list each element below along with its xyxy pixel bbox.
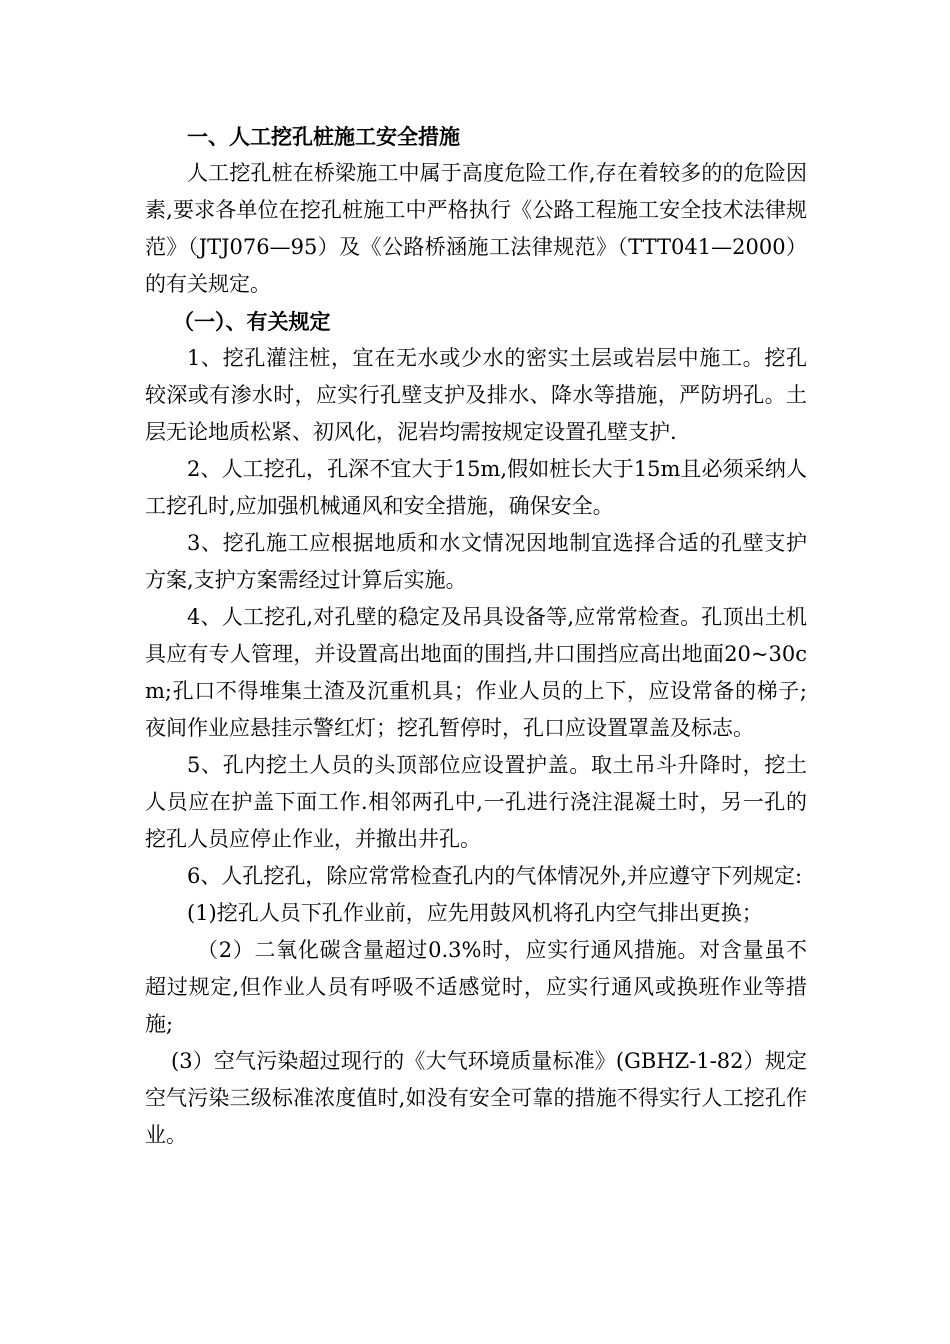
rule-item-4: 4、人工挖孔,对孔壁的稳定及吊具设备等,应常常检查。孔顶出土机具应有专人管理，并设置高出地面的围挡,井口围挡应高出地面20~30cm;孔口不得堆集土渣及沉重机具；作业人员的上下，应设常备的梯子;夜间作业应悬挂示警红灯；挖孔暂停时，孔口应设置罩盖及标志。: [145, 605, 807, 740]
rule-item-1: 1、挖孔灌注桩，宜在无水或少水的密实土层或岩层中施工。挖孔较深或有渗水时，应实行孔壁支护及排水、降水等措施，严防坍孔。土层无论地质松紧、初风化，泥岩均需按规定设置孔壁支护.: [145, 346, 807, 444]
sub-item-1: (1)挖孔人员下孔作业前，应先用鼓风机将孔内空气排出更换；: [187, 901, 763, 925]
intro-paragraph: 人工挖孔桩在桥梁施工中属于高度危险工作,存在着较多的的危险因素,要求各单位在挖孔桩施工中严格执行《公路工程施工安全技术法律规范》（JTJ076—95）及《公路桥涵施工法律规范》（TTT041—2000）的有关规定。: [145, 161, 807, 296]
subsection-heading: （一）、有关规定: [173, 309, 331, 334]
document-body: [145, 118, 807, 1154]
section-heading: 一、人工挖孔桩施工安全措施: [187, 124, 460, 149]
rule-item-3: 3、挖孔施工应根据地质和水文情况因地制宜选择合适的孔壁支护方案,支护方案需经过计算后实施。: [145, 531, 807, 592]
sub-item-2: （2）二氧化碳含量超过0.3%时，应实行通风措施。对含量虽不超过规定,但作业人员有呼吸不适感觉时，应实行通风或换班作业等措施;: [145, 938, 807, 1036]
rule-item-5: 5、孔内挖土人员的头顶部位应设置护盖。取土吊斗升降时，挖土人员应在护盖下面工作.相邻两孔中,一孔进行浇注混凝土时，另一孔的挖孔人员应停止作业，并撤出井孔。: [145, 753, 807, 851]
rule-item-2: 2、人工挖孔，孔深不宜大于15m,假如桩长大于15m且必须采纳人工挖孔时,应加强机械通风和安全措施，确保安全。: [145, 457, 807, 518]
rule-item-6: 6、人孔挖孔，除应常常检查孔内的气体情况外,并应遵守下列规定:: [187, 864, 803, 888]
sub-item-3: (3）空气污染超过现行的《大气环境质量标准》(GBHZ-1-82）规定空气污染三级标准浓度值时,如没有安全可靠的措施不得实行人工挖孔作业。: [145, 1049, 807, 1147]
